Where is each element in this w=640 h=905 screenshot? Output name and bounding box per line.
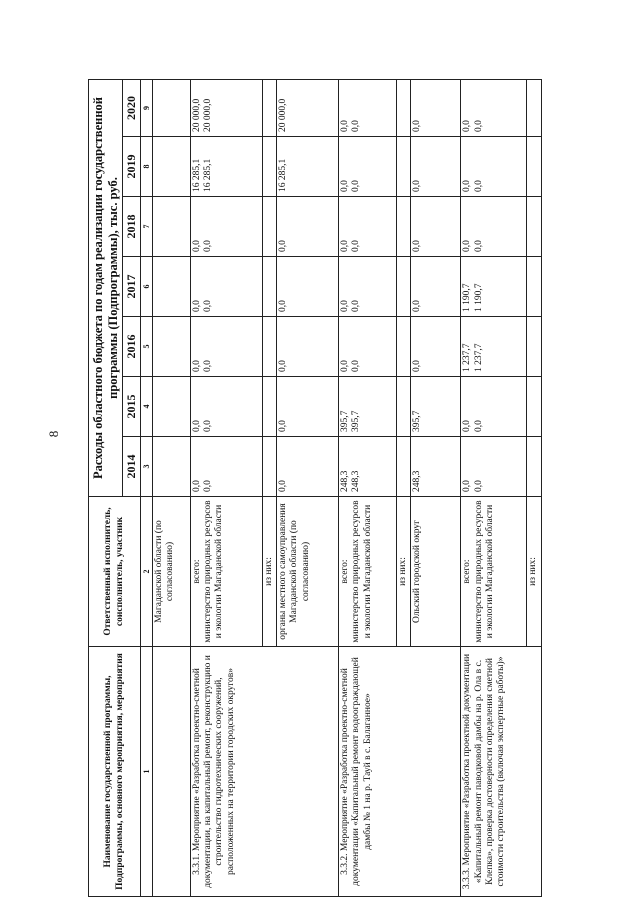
value-cell: 0,0 — [277, 377, 339, 437]
header-col-name: Наименование государственной программы, Подпрограммы, основного мероприятия, мероприятия — [89, 647, 141, 897]
value-cell: 0,0 — [411, 80, 461, 137]
header-year: 2019 — [123, 137, 141, 197]
value-cell: 0,0 0,0 — [191, 197, 263, 257]
value-cell: 0,0 0,0 — [461, 377, 527, 437]
rotated-page — [88, 80, 608, 897]
row-executor: из них: — [397, 497, 411, 647]
column-number: 9 — [141, 80, 153, 137]
row-name: 3.3.3. Мероприятие «Разработка проектной документации «Капитальный ремонт паводковой дамбы на р. Ола в с. Клепка», проверка достоверности определения сметной стоимости строительства (включая экспертные работы)» — [461, 647, 541, 897]
row-name: 3.3.2. Мероприятие «Разработка проектно-сметной документации «Капитальный ремонт водоограждающей дамбы № 1 на р. Тауй в с. Балаганное» — [339, 647, 461, 897]
value-cell: 0,0 0,0 — [191, 437, 263, 497]
value-cell: 0,0 0,0 — [461, 437, 527, 497]
value-cell: 20 000,0 — [277, 80, 339, 137]
column-number: 7 — [141, 197, 153, 257]
row-executor — [461, 497, 527, 647]
column-number: 2 — [141, 497, 153, 647]
column-number: 1 — [141, 647, 153, 897]
row-executor: из них: — [263, 497, 277, 647]
value-cell: 0,0 0,0 — [461, 137, 527, 197]
table-row — [339, 80, 397, 897]
value-cell: 1 237,7 1 237,7 — [461, 317, 527, 377]
value-cell: 0,0 — [277, 437, 339, 497]
table-row — [461, 80, 527, 897]
header-year: 2018 — [123, 197, 141, 257]
value-cell: 395,7 — [411, 377, 461, 437]
value-cell: 0,0 0,0 — [339, 257, 397, 317]
header-year: 2014 — [123, 437, 141, 497]
header-year: 2016 — [123, 317, 141, 377]
value-cell: 0,0 — [411, 257, 461, 317]
total-label: всего: — [462, 559, 473, 584]
value-cell: 1 190,7 1 190,7 — [461, 257, 527, 317]
header-year: 2020 — [123, 80, 141, 137]
total-label: всего: — [340, 559, 351, 584]
column-number: 3 — [141, 437, 153, 497]
value-cell: 0,0 0,0 — [339, 137, 397, 197]
row-name — [153, 647, 191, 897]
executor-name: министерство природных ресурсов и экологии Магаданской области — [351, 500, 373, 643]
value-cell: 16 285,1 16 285,1 — [191, 137, 263, 197]
table-row — [191, 80, 263, 897]
header-year: 2017 — [123, 257, 141, 317]
value-cell: 0,0 — [411, 197, 461, 257]
row-executor — [339, 497, 397, 647]
header-col-executor: Ответственный исполнитель, соисполнитель, участник — [89, 497, 141, 647]
row-executor: Магаданской области (по согласованию) — [153, 497, 191, 647]
row-executor — [191, 497, 263, 647]
value-cell: 20 000,0 20 000,0 — [191, 80, 263, 137]
value-cell: 0,0 0,0 — [461, 197, 527, 257]
value-cell: 395,7 395,7 — [339, 377, 397, 437]
column-number: 4 — [141, 377, 153, 437]
value-cell: 248,3 248,3 — [339, 437, 397, 497]
page-number: 8 — [46, 430, 61, 438]
table-row — [153, 80, 191, 897]
column-number: 6 — [141, 257, 153, 317]
value-cell: 0,0 — [277, 257, 339, 317]
value-cell: 0,0 0,0 — [339, 80, 397, 137]
row-executor: Ольский городской округ — [411, 497, 461, 647]
row-executor: из них: — [527, 497, 541, 647]
executor-name: министерство природных ресурсов и экологии Магаданской области — [473, 500, 495, 643]
value-cell: 248,3 — [411, 437, 461, 497]
expenditure-table — [88, 79, 542, 897]
value-cell: 0,0 — [277, 317, 339, 377]
column-number: 5 — [141, 317, 153, 377]
value-cell: 0,0 0,0 — [191, 257, 263, 317]
value-cell: 0,0 0,0 — [339, 197, 397, 257]
value-cell: 0,0 0,0 — [339, 317, 397, 377]
header-budget: Расходы областного бюджета по годам реализации государственной программы (Подпрограммы), тыс. руб. — [89, 80, 123, 497]
column-number: 8 — [141, 137, 153, 197]
value-cell: 0,0 — [277, 197, 339, 257]
value-cell: 0,0 0,0 — [191, 377, 263, 437]
total-label: всего: — [192, 559, 202, 584]
row-name: 3.3.1. Мероприятие «Разработка проектно-сметной документации, на капитальный ремонт, реконструкцию и строительство гидротехнических сооружений, расположенных на территории городских округов» — [191, 647, 339, 897]
value-cell: 0,0 — [411, 317, 461, 377]
header-year: 2015 — [123, 377, 141, 437]
value-cell: 0,0 0,0 — [191, 317, 263, 377]
value-cell: 0,0 0,0 — [461, 80, 527, 137]
value-cell: 16 285,1 — [277, 137, 339, 197]
row-executor: органы местного самоуправления Магаданской области (по согласованию) — [277, 497, 339, 647]
executor-name: министерство природных ресурсов и экологии Магаданской области — [203, 500, 225, 643]
value-cell: 0,0 — [411, 137, 461, 197]
